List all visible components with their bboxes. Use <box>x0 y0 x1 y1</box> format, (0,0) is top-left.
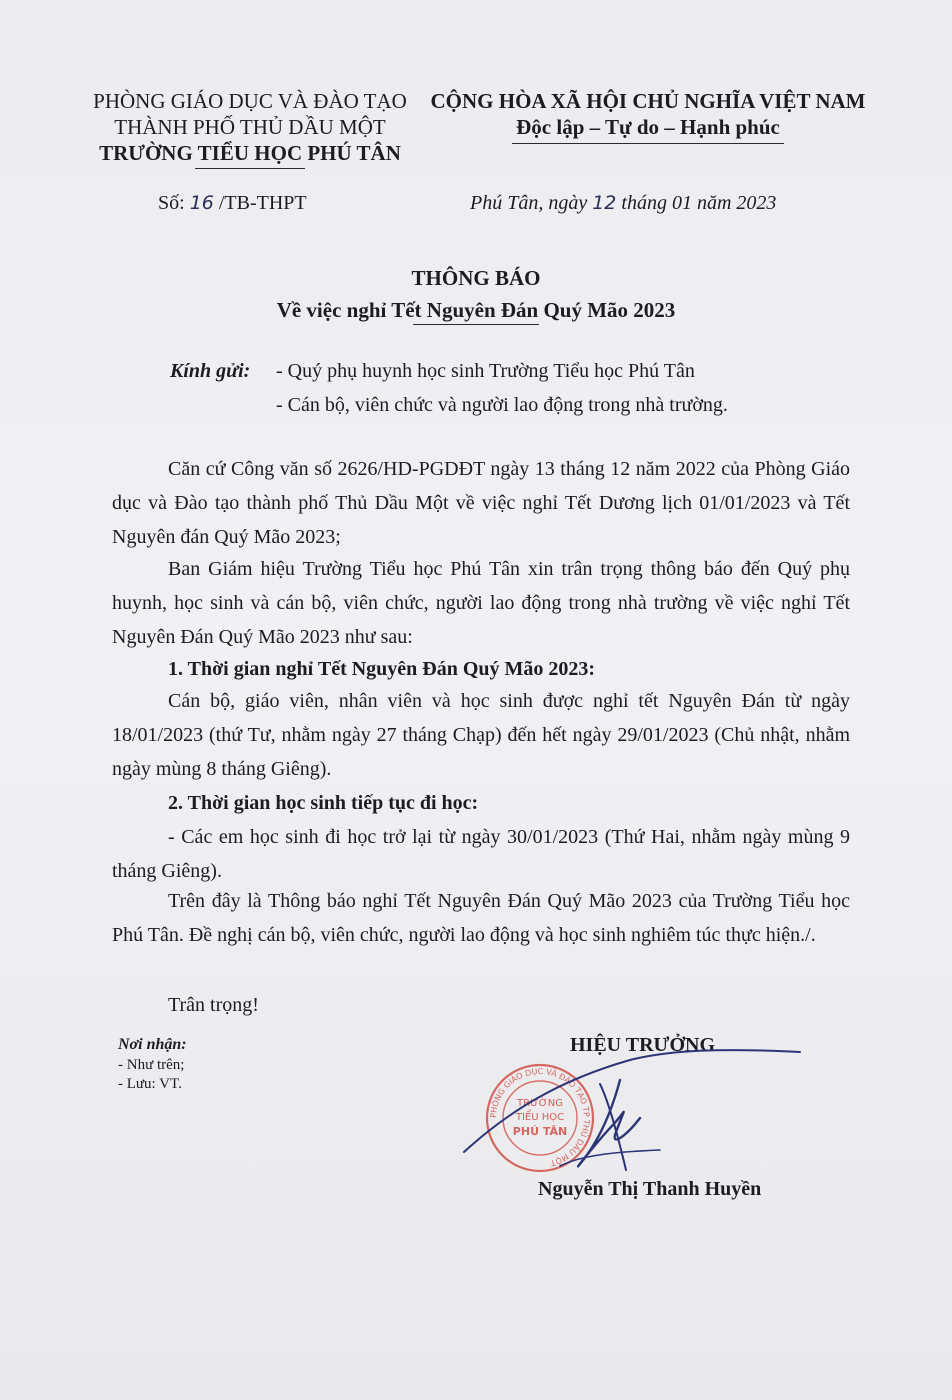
paragraph-announcement: Ban Giám hiệu Trường Tiểu học Phú Tân xin trân trọng thông báo đến Quý phụ huynh, học sinh và cán bộ, viên chức, người lao động trong nhà trường về việc nghỉ Tết Nguyên Đán Quý Mão 2023 như sau: <box>112 558 850 648</box>
issuing-authority-block <box>60 88 440 169</box>
school-name-underline <box>195 168 305 169</box>
noi-nhan-item: - Như trên; <box>118 1057 185 1073</box>
recipients-list <box>118 1034 187 1094</box>
document-number <box>158 192 307 215</box>
motto-underline <box>512 143 784 144</box>
noi-nhan-item: - Lưu: VT. <box>118 1076 182 1092</box>
noi-nhan-label: Nơi nhận: <box>118 1036 187 1053</box>
recipients-label: Kính gửi: <box>170 360 251 382</box>
so-handwritten-value: 16 <box>189 192 214 214</box>
date-handwritten-day: 12 <box>592 192 617 214</box>
school-name: TRƯỜNG TIỂU HỌC PHÚ TÂN <box>99 141 401 165</box>
department-name: PHÒNG GIÁO DỤC VÀ ĐÀO TẠO <box>93 89 407 113</box>
title-main: THÔNG BÁO <box>411 266 541 290</box>
stamp-ring-text: PHÒNG GIÁO DỤC VÀ ĐÀO TẠO TP THỦ DẦU MỘT <box>488 1066 592 1168</box>
city-name: THÀNH PHỐ THỦ DẦU MỘT <box>114 115 386 139</box>
country-name: CỘNG HÒA XÃ HỘI CHỦ NGHĨA VIỆT NAM <box>430 89 866 113</box>
stamp-line: TRƯỜNG <box>517 1098 563 1109</box>
signer-title: HIỆU TRƯỞNG <box>570 1034 716 1056</box>
paragraph-return-date: - Các em học sinh đi học trở lại từ ngày 30/01/2023 (Thứ Hai, nhằm ngày mùng 9 tháng Giêng). <box>112 826 850 882</box>
closing-greeting: Trân trọng! <box>168 994 259 1016</box>
motto: Độc lập – Tự do – Hạnh phúc <box>516 115 780 139</box>
title-subject: Về việc nghỉ Tết Nguyên Đán Quý Mão 2023 <box>276 298 676 322</box>
paragraph-holiday-dates: Cán bộ, giáo viên, nhân viên và học sinh được nghỉ tết Nguyên Đán từ ngày 18/01/2023 (thứ Tư, nhằm ngày 27 tháng Chạp) đến hết ngày 29/01/2023 (Chủ nhật, nhằm ngày mùng 8 tháng Giêng). <box>112 690 850 780</box>
signer-name: Nguyễn Thị Thanh Huyền <box>538 1178 762 1200</box>
document-title <box>0 262 952 325</box>
paragraph-legal-basis: Căn cứ Công văn số 2626/HD-PGDĐT ngày 13 tháng 12 năm 2022 của Phòng Giáo dục và Đào tạo thành phố Thủ Dầu Một về việc nghỉ Tết Dương lịch 01/01/2023 và Tết Nguyên đán Quý Mão 2023; <box>112 458 850 548</box>
paragraph-conclusion: Trên đây là Thông báo nghỉ Tết Nguyên Đán Quý Mão 2023 của Trường Tiểu học Phú Tân. Đề nghị cán bộ, viên chức, người lao động và học sinh nghiêm túc thực hiện./. <box>112 890 850 946</box>
heading-holiday-period: 1. Thời gian nghỉ Tết Nguyên Đán Quý Mão 2023: <box>168 658 596 680</box>
so-suffix: /TB-THPT <box>218 192 307 214</box>
stamp-line: TIỂU HỌC <box>515 1112 565 1123</box>
so-label: Số: <box>158 192 185 214</box>
stamp-line: PHÚ TÂN <box>512 1125 568 1138</box>
recipient-2: - Cán bộ, viên chức và người lao động trong nhà trường. <box>276 394 728 416</box>
heading-return-to-school: 2. Thời gian học sinh tiếp tục đi học: <box>168 792 479 814</box>
issue-date: Phú Tân, ngày 12 tháng 01 năm 2023 <box>470 192 777 214</box>
recipient-1: - Quý phụ huynh học sinh Trường Tiểu học Phú Tân <box>276 360 695 382</box>
national-motto-block <box>420 88 876 144</box>
